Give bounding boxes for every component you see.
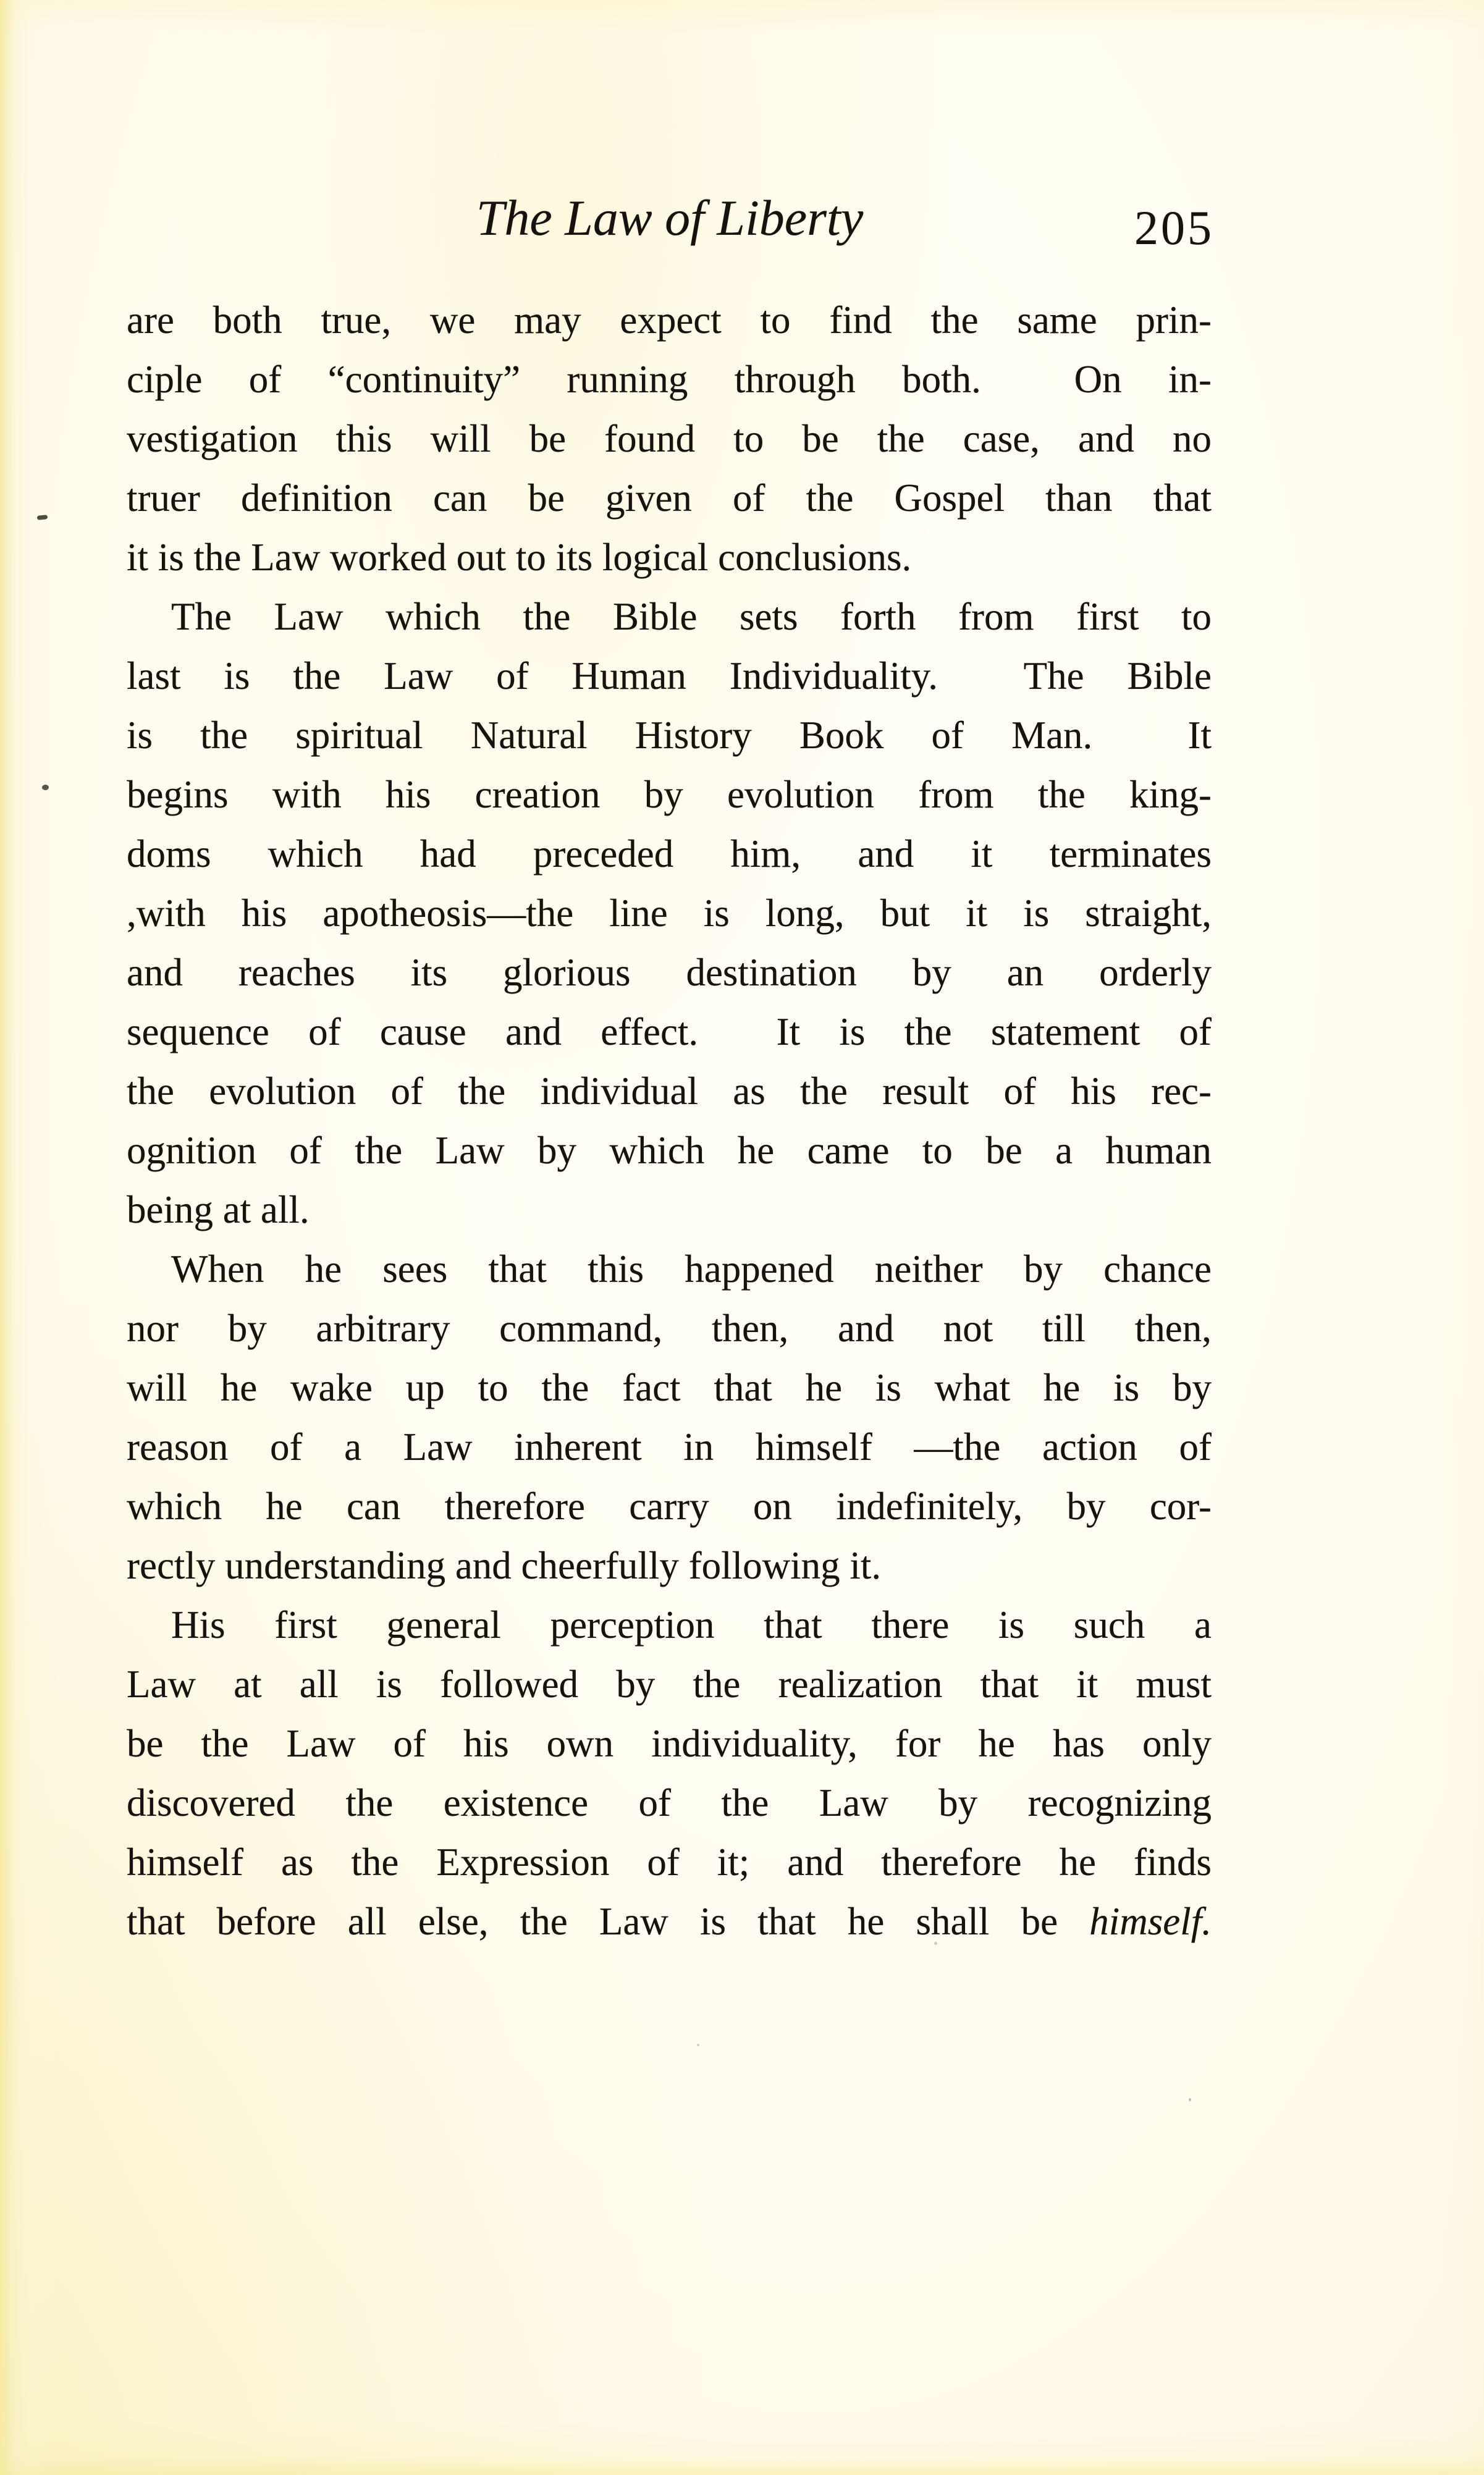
text-line: and reaches its glorious destination by an orderly (127, 951, 1212, 994)
text-line: it is the Law worked out to its logical conclusions. (127, 536, 912, 579)
text-line: the evolution of the individual as the result of his rec- (127, 1069, 1212, 1113)
text-line: be the Law of his own individuality, for he has only (127, 1722, 1212, 1765)
text-segment: that before all else, the Law is that he shall be (127, 1900, 1090, 1943)
text-line: last is the Law of Human Individuality. The Bible (127, 654, 1212, 698)
text-line: begins with his creation by evolution from the king- (127, 773, 1212, 816)
text-line: are both true, we may expect to find the same prin- (127, 298, 1212, 342)
scan-speck (697, 2044, 699, 2046)
text-line: reason of a Law inherent in himself —the action of (127, 1425, 1212, 1469)
margin-mark-dash (37, 515, 48, 520)
text-line: vestigation this will be found to be the case, and no (127, 417, 1212, 460)
text-line: being at all. (127, 1188, 310, 1231)
margin-mark-dot (42, 785, 49, 790)
text-line: truer definition can be given of the Gospel than that (127, 476, 1212, 520)
text-line: nor by arbitrary command, then, and not till then, (127, 1307, 1212, 1350)
text-line: Law at all is followed by the realization that it must (127, 1663, 1212, 1706)
text-line: which he can therefore carry on indefinitely, by cor- (127, 1485, 1212, 1528)
paragraph (127, 1239, 1212, 1595)
text-line: discovered the existence of the Law by recognizing (127, 1781, 1212, 1824)
text-line: His first general perception that there is such a (171, 1603, 1212, 1646)
scan-speck (1189, 2098, 1191, 2101)
page-body-text (127, 290, 1212, 1951)
text-line: sequence of cause and effect. It is the statement of (127, 1010, 1212, 1053)
text-line: ciple of “continuity” running through both. On in- (127, 358, 1212, 401)
page-number: 205 (1134, 201, 1214, 255)
text-line: ,with his apotheosis—the line is long, but it is straight, (127, 892, 1212, 935)
text-line: himself as the Expression of it; and therefore he finds (127, 1840, 1212, 1884)
text-line: is the spiritual Natural History Book of Man. It (127, 714, 1212, 757)
text-line: rectly understanding and cheerfully following it. (127, 1544, 882, 1587)
text-line: When he sees that this happened neither by chance (171, 1247, 1212, 1291)
text-line: doms which had preceded him, and it terminates (127, 832, 1212, 875)
text-line: will he wake up to the fact that he is what he is by (127, 1366, 1212, 1409)
paragraph (127, 290, 1212, 587)
scan-speck (934, 1942, 937, 1945)
text-line: ognition of the Law by which he came to be a human (127, 1129, 1212, 1172)
italic-text-segment: himself. (1089, 1900, 1212, 1943)
text-line: The Law which the Bible sets forth from first to (171, 595, 1212, 638)
running-head-title: The Law of Liberty (476, 190, 864, 246)
paragraph (127, 1595, 1212, 1951)
text-line-final (127, 1892, 1212, 1951)
paragraph (127, 587, 1212, 1239)
